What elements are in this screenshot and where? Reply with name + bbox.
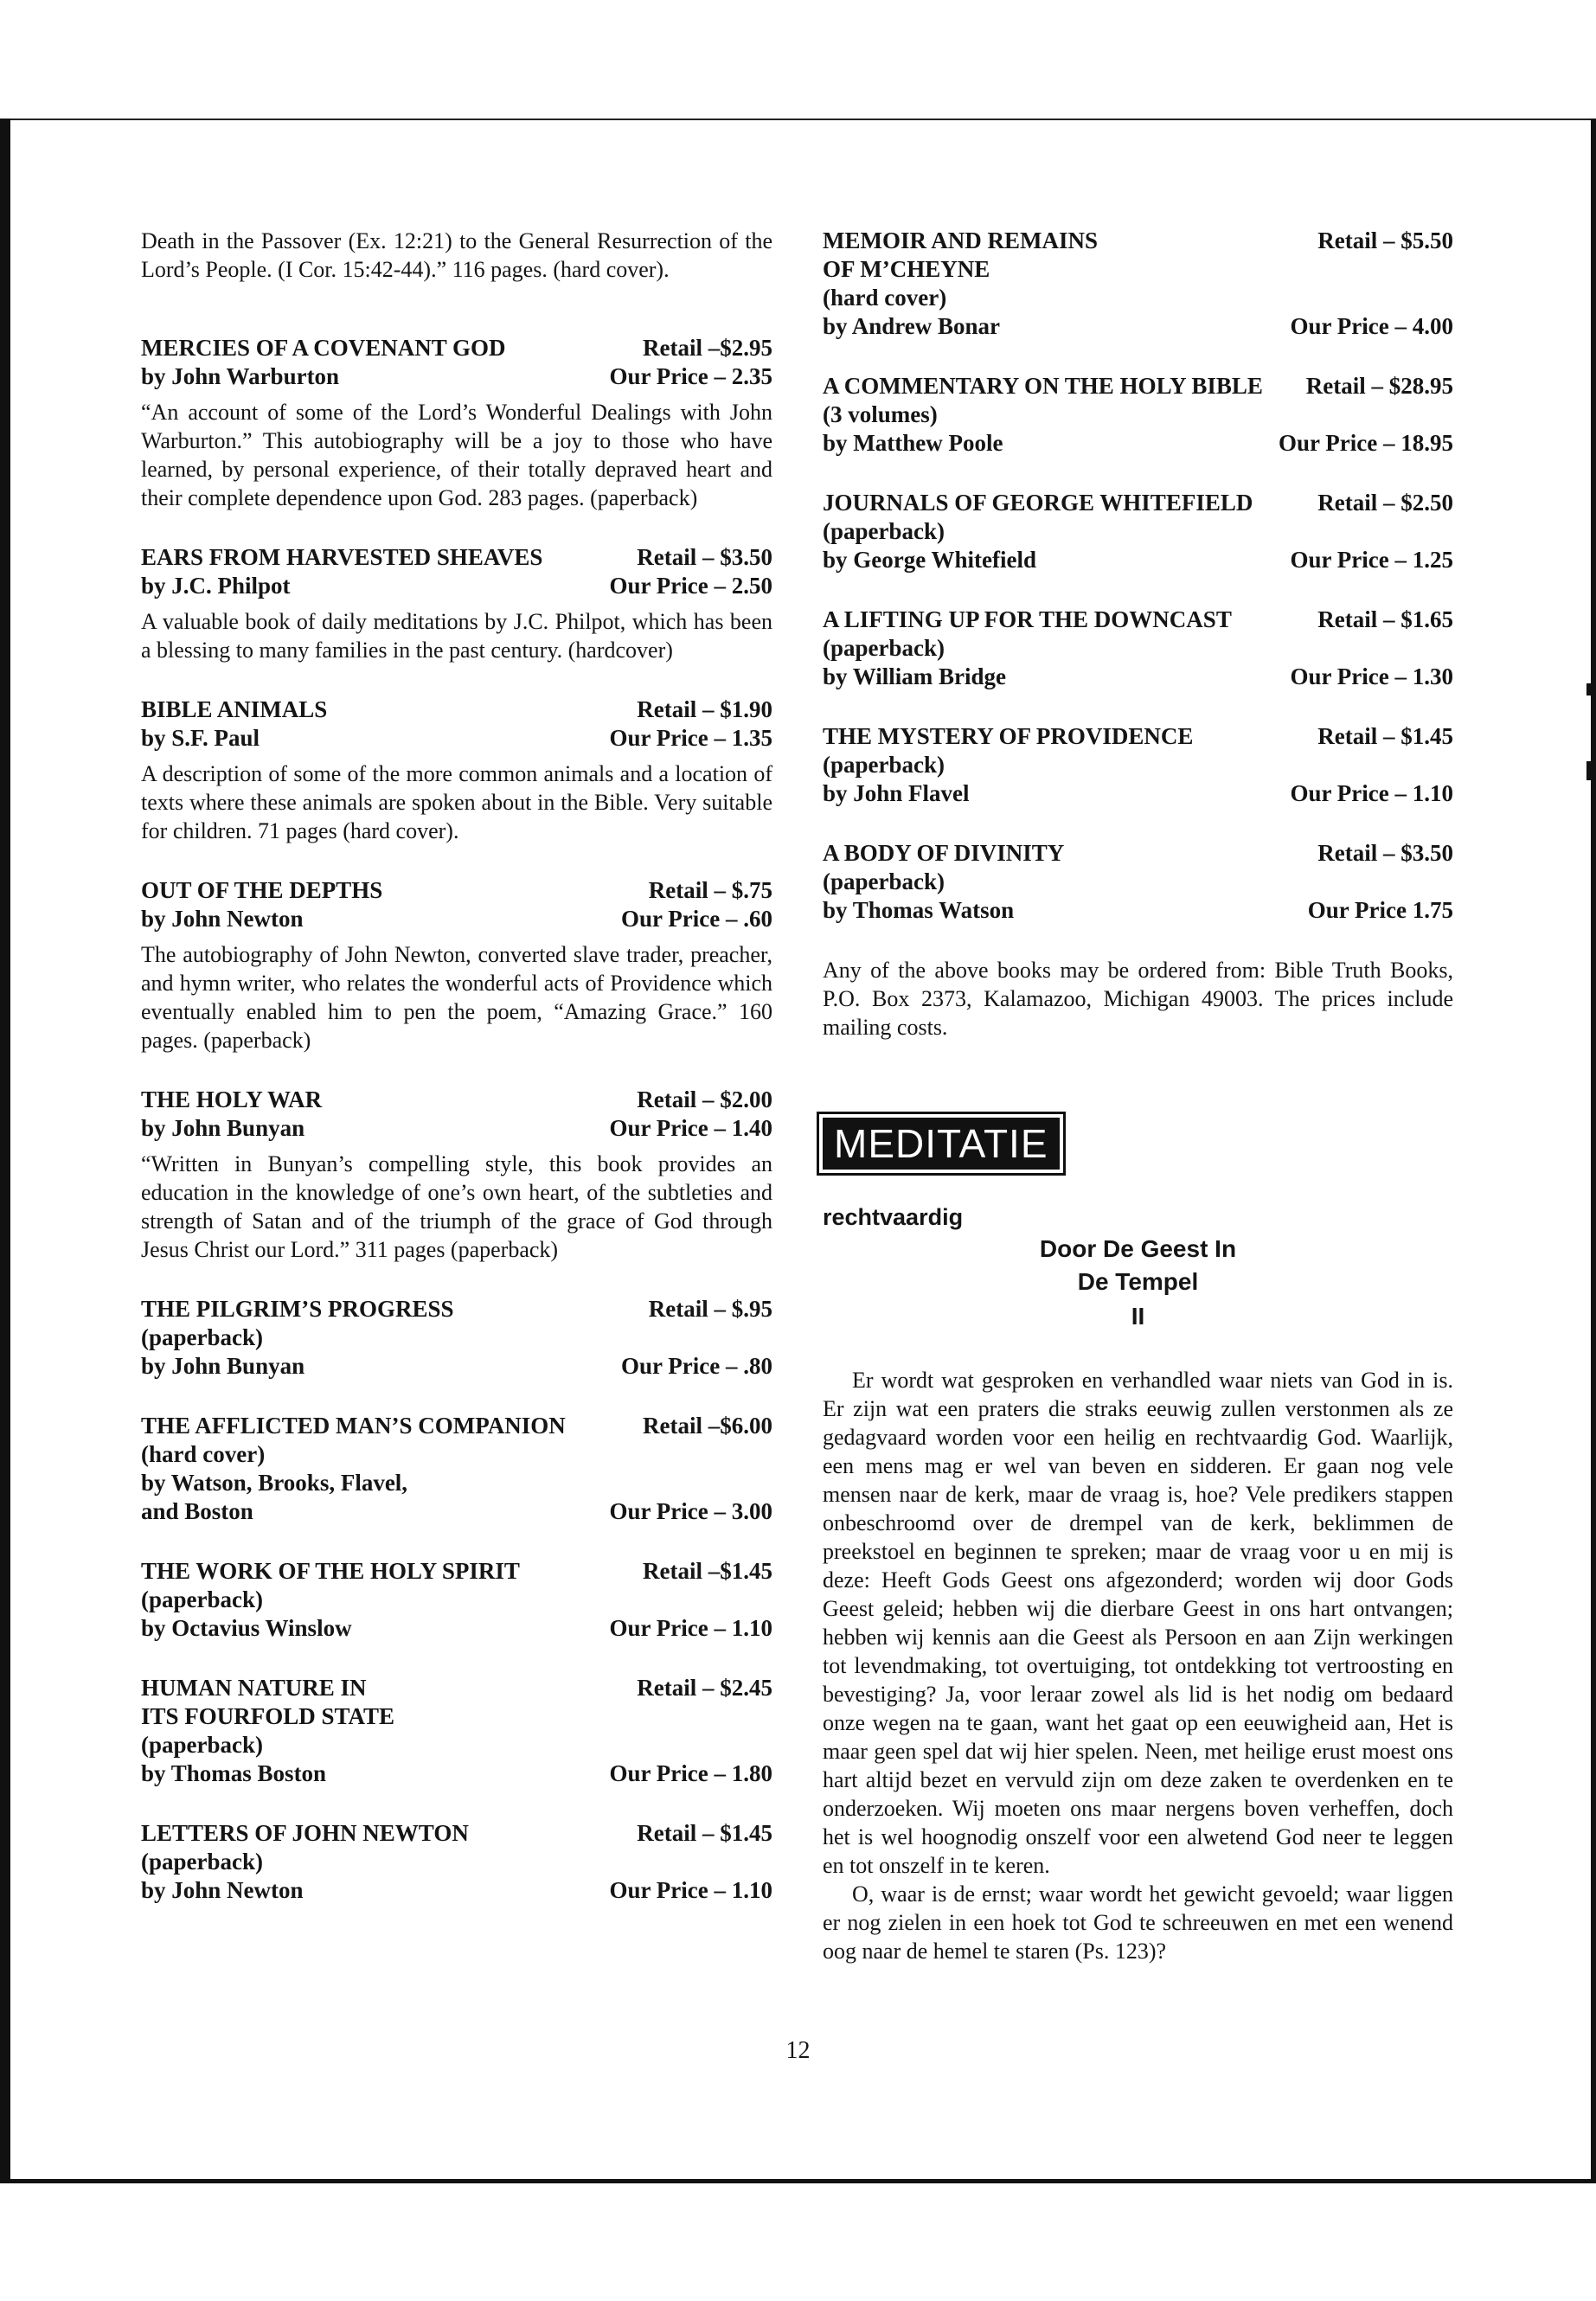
retail-price: Retail –$1.45 <box>643 1558 772 1584</box>
book-author: by John Flavel <box>823 780 970 806</box>
book-entry <box>823 372 1453 458</box>
book-format: (paperback) <box>823 518 945 544</box>
right-column <box>823 227 1453 1965</box>
order-note: Any of the above books may be ordered from: Bible Truth Books, P.O. Box 2373, Kalamazoo, Michigan 49003. The prices include mailing costs. <box>823 958 1453 1040</box>
book-title: BIBLE ANIMALS <box>141 696 328 722</box>
book-title-line: OF M’CHEYNE <box>823 256 990 282</box>
retail-price: Retail – $.95 <box>648 1296 772 1322</box>
book-entry <box>141 334 772 512</box>
book-title: THE HOLY WAR <box>141 1086 323 1112</box>
book-title: A COMMENTARY ON THE HOLY BIBLE <box>823 373 1263 399</box>
our-price: Our Price 1.75 <box>1307 897 1453 923</box>
book-author: by Octavius Winslow <box>141 1615 352 1641</box>
article-title-line: Door De Geest In <box>1039 1235 1237 1262</box>
article-title-line: De Tempel <box>1077 1268 1199 1295</box>
our-price: Our Price – 2.50 <box>609 573 772 599</box>
book-format: (paperback) <box>823 635 945 661</box>
book-description: A valuable book of daily meditations by J.C. Philpot, which has been a blessing to many families in the past century. (hardcover) <box>141 609 772 663</box>
our-price: Our Price – 1.40 <box>609 1115 772 1141</box>
book-title: THE WORK OF THE HOLY SPIRIT <box>141 1558 520 1584</box>
book-entry <box>141 1557 772 1643</box>
book-format: (paperback) <box>823 752 945 778</box>
book-author: by Thomas Boston <box>141 1760 327 1786</box>
our-price: Our Price – 1.10 <box>609 1877 772 1903</box>
book-author: by George Whitefield <box>823 547 1036 573</box>
article-paragraph: O, waar is de ernst; waar wordt het gewicht gevoeld; waar liggen er nog zielen in een hoek tot God te schreeuwen en met een wenend oog naar de hemel te staren (Ps. 123)? <box>823 1881 1453 1964</box>
retail-price: Retail – $1.90 <box>637 696 772 722</box>
book-entry <box>141 543 772 664</box>
book-author: by John Newton <box>141 906 304 932</box>
retail-price: Retail – $2.45 <box>637 1675 772 1701</box>
book-title: HUMAN NATURE IN <box>141 1675 367 1701</box>
book-title: THE MYSTERY OF PROVIDENCE <box>823 723 1194 749</box>
our-price: Our Price – .60 <box>621 906 772 932</box>
book-title: A LIFTING UP FOR THE DOWNCAST <box>823 606 1232 632</box>
our-price: Our Price – 1.25 <box>1290 547 1453 573</box>
retail-price: Retail – $1.45 <box>1317 723 1453 749</box>
right-edge-bar <box>1591 119 1596 2183</box>
edge-mark <box>1586 761 1591 780</box>
book-author: and Boston <box>141 1498 253 1524</box>
retail-price: Retail – $5.50 <box>1317 228 1453 253</box>
left-column <box>141 227 772 1905</box>
our-price: Our Price – 1.30 <box>1290 663 1453 689</box>
book-format: (3 volumes) <box>823 401 938 427</box>
book-entry <box>141 1674 772 1788</box>
intro-text: Death in the Passover (Ex. 12:21) to the General Resurrection of the Lord’s People. (I Cor. 15:42-44).” 116 pages. (hard cover). <box>141 228 772 282</box>
our-price: Our Price – 1.35 <box>609 725 772 751</box>
retail-price: Retail – $1.65 <box>1317 606 1453 632</box>
book-title: THE PILGRIM’S PROGRESS <box>141 1296 454 1322</box>
book-entry <box>823 489 1453 574</box>
book-title-line: ITS FOURFOLD STATE <box>141 1703 395 1729</box>
book-author: by J.C. Philpot <box>141 573 291 599</box>
book-entry <box>141 1086 772 1264</box>
retail-price: Retail – $2.50 <box>1317 490 1453 516</box>
book-title: JOURNALS OF GEORGE WHITEFIELD <box>823 490 1253 516</box>
book-author: by John Warburton <box>141 363 340 389</box>
book-entry <box>141 695 772 845</box>
book-format: (paperback) <box>141 1849 263 1875</box>
book-format: (paperback) <box>823 868 945 894</box>
top-rule <box>0 119 1596 120</box>
our-price: Our Price – 18.95 <box>1279 430 1453 456</box>
retail-price: Retail – $.75 <box>648 877 772 903</box>
book-title: OUT OF THE DEPTHS <box>141 877 383 903</box>
book-author: by Matthew Poole <box>823 430 1003 456</box>
article-part-number: II <box>1131 1303 1145 1330</box>
book-entry <box>141 1295 772 1381</box>
our-price: Our Price – 3.00 <box>609 1498 772 1524</box>
retail-price: Retail – $1.45 <box>637 1820 772 1846</box>
section-subhead: rechtvaardig <box>823 1204 964 1230</box>
book-author: by William Bridge <box>823 663 1007 689</box>
book-description: The autobiography of John Newton, converted slave trader, preacher, and hymn writer, who relates the wonderful acts of Providence which eventually enabled him to pen the poem, “Amazing Grace.” 160 pages. (paperback) <box>141 942 772 1053</box>
retail-price: Retail –$6.00 <box>643 1413 772 1439</box>
edge-mark <box>1586 683 1591 695</box>
book-entry <box>823 722 1453 808</box>
book-entry <box>823 227 1453 341</box>
meditatie-banner: MEDITATIE <box>823 1118 1060 1170</box>
book-author: by John Bunyan <box>141 1353 305 1379</box>
book-entry <box>823 839 1453 925</box>
our-price: Our Price – 4.00 <box>1290 313 1453 339</box>
retail-price: Retail – $2.00 <box>637 1086 772 1112</box>
retail-price: Retail –$2.95 <box>643 335 772 361</box>
book-author: by Thomas Watson <box>823 897 1015 923</box>
book-format: (paperback) <box>141 1732 263 1758</box>
book-title: MERCIES OF A COVENANT GOD <box>141 335 506 361</box>
book-format: (hard cover) <box>823 285 947 311</box>
book-description: A description of some of the more common animals and a location of texts where these animals are spoken about in the Bible. Very suitable for children. 71 pages (hard cover). <box>141 761 772 843</box>
left-edge-bar <box>0 119 10 2183</box>
book-title: THE AFFLICTED MAN’S COMPANION <box>141 1413 566 1439</box>
book-description: “An account of some of the Lord’s Wonderful Dealings with John Warburton.” This autobiography will be a joy to those who have learned, by personal experience, of their totally depraved heart and their complete dependence upon God. 283 pages. (paperback) <box>141 400 772 510</box>
book-format: (paperback) <box>141 1324 263 1350</box>
book-title: MEMOIR AND REMAINS <box>823 228 1099 253</box>
article-body <box>823 1366 1453 1965</box>
book-entry <box>141 1412 772 1526</box>
bottom-rule <box>0 2179 1596 2183</box>
book-format: (paperback) <box>141 1586 263 1612</box>
retail-price: Retail – $3.50 <box>637 544 772 570</box>
book-author: by John Newton <box>141 1877 304 1903</box>
book-entry <box>141 876 772 1054</box>
book-author: by S.F. Paul <box>141 725 260 751</box>
our-price: Our Price – 1.80 <box>609 1760 772 1786</box>
article-title <box>823 1234 1453 1331</box>
our-price: Our Price – 1.10 <box>609 1615 772 1641</box>
book-title: A BODY OF DIVINITY <box>823 840 1065 866</box>
our-price: Our Price – 2.35 <box>609 363 772 389</box>
retail-price: Retail – $28.95 <box>1305 373 1453 399</box>
retail-price: Retail – $3.50 <box>1317 840 1453 866</box>
book-format: (hard cover) <box>141 1441 266 1467</box>
book-entry <box>823 606 1453 691</box>
book-title: EARS FROM HARVESTED SHEAVES <box>141 544 543 570</box>
book-author: by John Bunyan <box>141 1115 305 1141</box>
book-author-line: by Watson, Brooks, Flavel, <box>141 1470 408 1496</box>
book-author: by Andrew Bonar <box>823 313 1001 339</box>
book-description: “Written in Bunyan’s compelling style, this book provides an education in the knowledge of one’s own heart, of the subtleties and strength of Satan and of the triumph of the grace of God through Jesus Christ our Lord.” 311 pages (paperback) <box>141 1151 772 1262</box>
book-title: LETTERS OF JOHN NEWTON <box>141 1820 469 1846</box>
article-paragraph: Er wordt wat gesproken en verhandled waar niets van God in is. Er zijn wat een praters die straks eeuwig zullen verstonmen als ze gedagvaard worden voor een heilig en rechtvaardig God. Waarlijk, een mens mag er wel van beven en sidderen. Er gaan nog vele mensen naar de kerk, maar de vraag is, hoe? Vele predikers stappen onbeschroomd over de drempel van de kerk, beklimmen de preekstoel en beginnen te spreken; maar de vraag voor u en mij is deze: Heeft Gods Geest ons afgezonderd; worden wij door Gods Geest geleid; hebben wij die dierbare Geest in ons hart ontvangen; hebben wij kennis aan die Geest als Persoon en aan Zijn werkingen tot levendmaking, tot overtuiging, tot ontdekking tot vertroosting en bevestiging? Ja, voor leraar zowel als lid is het nodig om bedaard onze wegen na te gaan, want het gaat op een eeuwigheid aan, Het is maar geen spel dat wij hier spelen. Neen, met heilige erust moest ons hart altijd bezet en vervuld zijn om deze zaken te overdenken en te onderzoeken. Wij moeten ons maar nergens boven verheffen, doch het is wel hoognodig onszelf voor een alwetend God neer te leggen en tot onszelf in te keren. <box>823 1368 1453 1878</box>
page-number: 12 <box>785 2037 811 2064</box>
book-entry <box>141 1819 772 1905</box>
our-price: Our Price – 1.10 <box>1290 780 1453 806</box>
our-price: Our Price – .80 <box>621 1353 772 1379</box>
